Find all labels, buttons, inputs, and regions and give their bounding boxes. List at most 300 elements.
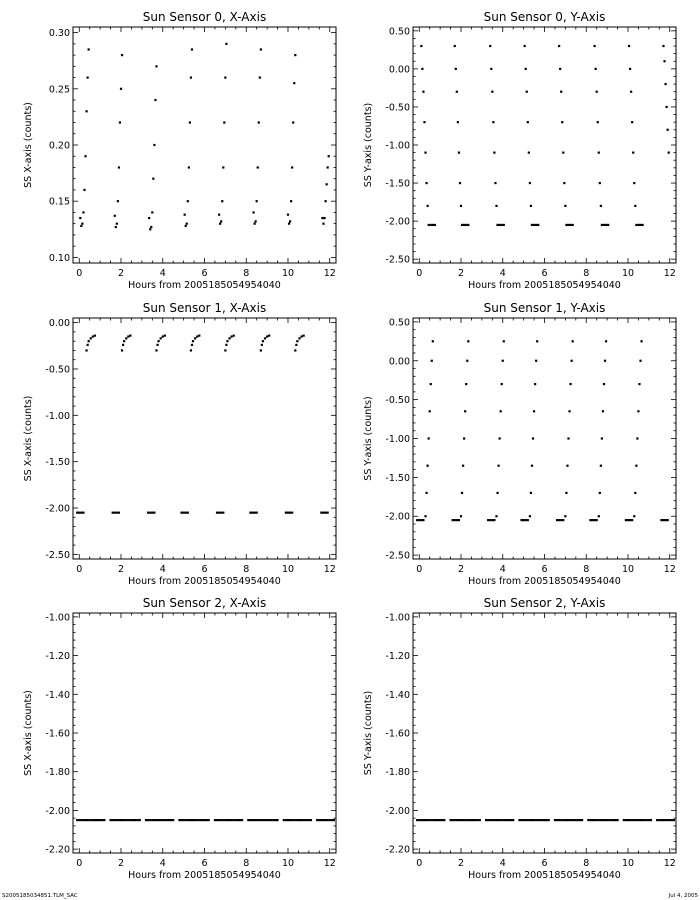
data-point bbox=[92, 335, 94, 337]
data-point bbox=[572, 224, 574, 226]
data-point bbox=[130, 819, 132, 821]
x-tick-label: 8 bbox=[243, 268, 250, 279]
data-point bbox=[485, 819, 487, 821]
data-point bbox=[180, 512, 182, 514]
data-point bbox=[575, 819, 577, 821]
data-point bbox=[497, 465, 499, 467]
data-point bbox=[612, 819, 614, 821]
x-tick-label: 0 bbox=[416, 564, 423, 575]
data-point bbox=[118, 166, 120, 168]
data-point bbox=[422, 91, 424, 93]
data-point bbox=[237, 819, 239, 821]
data-point bbox=[564, 515, 566, 517]
data-point bbox=[153, 819, 155, 821]
data-point bbox=[83, 189, 85, 191]
plot-frame bbox=[413, 27, 676, 263]
data-point bbox=[560, 91, 562, 93]
y-tick-label: -2.20 bbox=[385, 844, 410, 856]
data-point bbox=[591, 519, 593, 521]
data-point bbox=[608, 819, 610, 821]
data-point bbox=[288, 223, 290, 225]
data-point bbox=[114, 819, 116, 821]
data-point bbox=[663, 60, 665, 62]
data-point bbox=[545, 819, 547, 821]
data-point bbox=[633, 515, 635, 517]
data-point bbox=[197, 819, 199, 821]
data-point bbox=[260, 819, 262, 821]
data-point bbox=[185, 819, 187, 821]
data-point bbox=[458, 819, 460, 821]
data-point bbox=[328, 155, 330, 157]
data-point bbox=[535, 819, 537, 821]
data-point bbox=[479, 819, 481, 821]
data-point bbox=[256, 512, 258, 514]
data-point bbox=[569, 383, 571, 385]
data-point bbox=[208, 819, 210, 821]
data-point bbox=[462, 465, 464, 467]
data-point bbox=[85, 349, 87, 351]
data-point bbox=[496, 224, 498, 226]
data-point bbox=[119, 121, 121, 123]
data-point bbox=[255, 220, 257, 222]
data-point bbox=[421, 68, 423, 70]
data-point bbox=[114, 512, 116, 514]
x-tick-label: 8 bbox=[243, 564, 250, 575]
data-point bbox=[563, 182, 565, 184]
data-point bbox=[155, 349, 157, 351]
data-point bbox=[228, 819, 230, 821]
data-point bbox=[224, 349, 226, 351]
chart-panels bbox=[23, 10, 676, 881]
x-tick-label: 12 bbox=[323, 858, 336, 869]
data-point bbox=[420, 519, 422, 521]
data-point bbox=[326, 183, 328, 185]
data-point bbox=[490, 68, 492, 70]
data-point bbox=[157, 340, 159, 342]
data-point bbox=[205, 819, 207, 821]
data-point bbox=[427, 819, 429, 821]
data-point bbox=[587, 819, 589, 821]
data-point bbox=[504, 819, 506, 821]
data-point bbox=[496, 492, 498, 494]
x-axis-label: Hours from 2005185054954040 bbox=[468, 280, 621, 291]
data-point bbox=[218, 512, 220, 514]
data-point bbox=[266, 819, 268, 821]
data-point bbox=[190, 349, 192, 351]
data-point bbox=[456, 91, 458, 93]
data-point bbox=[635, 465, 637, 467]
data-point bbox=[668, 152, 670, 154]
data-point bbox=[168, 819, 170, 821]
data-point bbox=[642, 224, 644, 226]
data-point bbox=[604, 819, 606, 821]
data-point bbox=[321, 217, 323, 219]
data-point bbox=[324, 200, 326, 202]
data-point bbox=[601, 224, 603, 226]
data-point bbox=[87, 344, 89, 346]
data-point bbox=[461, 492, 463, 494]
data-point bbox=[82, 819, 84, 821]
data-point bbox=[491, 819, 493, 821]
data-point bbox=[285, 819, 287, 821]
data-point bbox=[272, 819, 274, 821]
data-point bbox=[287, 819, 289, 821]
data-point bbox=[465, 383, 467, 385]
data-point bbox=[126, 819, 128, 821]
data-point bbox=[94, 335, 96, 337]
data-point bbox=[145, 819, 147, 821]
data-point bbox=[441, 819, 443, 821]
data-point bbox=[320, 819, 322, 821]
data-point bbox=[596, 519, 598, 521]
data-point bbox=[589, 519, 591, 521]
x-tick-label: 12 bbox=[663, 564, 676, 575]
data-point bbox=[249, 512, 251, 514]
data-point bbox=[185, 225, 187, 227]
x-tick-label: 4 bbox=[499, 268, 506, 279]
data-point bbox=[637, 224, 639, 226]
data-point bbox=[184, 214, 186, 216]
data-point bbox=[122, 819, 124, 821]
data-point bbox=[258, 819, 260, 821]
x-tick-label: 10 bbox=[281, 268, 295, 279]
data-point bbox=[467, 224, 469, 226]
data-point bbox=[571, 819, 573, 821]
data-point bbox=[80, 819, 82, 821]
data-point bbox=[91, 819, 93, 821]
data-point bbox=[259, 76, 261, 78]
data-point bbox=[198, 335, 200, 337]
data-point bbox=[162, 819, 164, 821]
x-axis-label: Hours from 2005185054954040 bbox=[128, 280, 281, 291]
chart-panel-3 bbox=[363, 301, 676, 587]
data-point bbox=[193, 819, 195, 821]
data-point bbox=[333, 819, 335, 821]
data-point bbox=[117, 200, 119, 202]
data-point bbox=[264, 337, 266, 339]
data-point bbox=[294, 54, 296, 56]
data-point bbox=[601, 437, 603, 439]
data-point bbox=[428, 224, 430, 226]
data-point bbox=[90, 337, 92, 339]
data-point bbox=[452, 519, 454, 521]
data-point bbox=[460, 205, 462, 207]
y-tick-label: -2.00 bbox=[385, 805, 410, 817]
data-point bbox=[89, 819, 91, 821]
y-axis-label: SS Y-axis (counts) bbox=[363, 102, 374, 188]
data-point bbox=[648, 819, 650, 821]
data-point bbox=[629, 68, 631, 70]
data-point bbox=[477, 819, 479, 821]
data-point bbox=[637, 410, 639, 412]
data-point bbox=[322, 819, 324, 821]
data-point bbox=[88, 340, 90, 342]
data-point bbox=[191, 48, 193, 50]
data-point bbox=[187, 819, 189, 821]
data-point bbox=[605, 224, 607, 226]
x-tick-label: 8 bbox=[583, 268, 590, 279]
data-point bbox=[320, 512, 322, 514]
data-point bbox=[424, 515, 426, 517]
data-point bbox=[533, 224, 535, 226]
data-point bbox=[631, 819, 633, 821]
data-point bbox=[562, 519, 564, 521]
data-point bbox=[420, 45, 422, 47]
data-point bbox=[287, 512, 289, 514]
data-point bbox=[443, 819, 445, 821]
y-tick-label: -1.80 bbox=[385, 767, 410, 779]
data-point bbox=[222, 166, 224, 168]
y-tick-label: -0.50 bbox=[385, 395, 410, 407]
y-tick-label: -0.50 bbox=[45, 364, 70, 376]
data-point bbox=[640, 340, 642, 342]
data-point bbox=[567, 224, 569, 226]
data-point bbox=[147, 512, 149, 514]
data-point bbox=[600, 465, 602, 467]
data-point bbox=[124, 819, 126, 821]
x-tick-label: 6 bbox=[201, 564, 208, 575]
data-point bbox=[323, 217, 325, 219]
data-point bbox=[564, 205, 566, 207]
data-point bbox=[556, 819, 558, 821]
x-tick-label: 4 bbox=[499, 564, 506, 575]
x-tick-label: 6 bbox=[541, 858, 548, 869]
data-point bbox=[324, 819, 326, 821]
x-tick-label: 2 bbox=[117, 268, 125, 279]
data-point bbox=[253, 512, 255, 514]
data-point bbox=[564, 819, 566, 821]
data-point bbox=[558, 819, 560, 821]
data-point bbox=[600, 819, 602, 821]
x-tick-label: 12 bbox=[323, 564, 336, 575]
x-tick-label: 10 bbox=[281, 858, 295, 869]
data-point bbox=[222, 819, 224, 821]
data-point bbox=[494, 182, 496, 184]
data-point bbox=[97, 819, 99, 821]
data-point bbox=[561, 121, 563, 123]
data-point bbox=[139, 819, 141, 821]
data-point bbox=[525, 68, 527, 70]
y-tick-label: -2.00 bbox=[385, 216, 410, 228]
data-point bbox=[554, 819, 556, 821]
data-point bbox=[137, 819, 139, 821]
data-point bbox=[664, 83, 666, 85]
chart-title: Sun Sensor 0, X-Axis bbox=[142, 10, 267, 24]
data-point bbox=[631, 519, 633, 521]
data-point bbox=[631, 121, 633, 123]
data-point bbox=[431, 360, 433, 362]
data-point bbox=[76, 512, 78, 514]
data-point bbox=[487, 519, 489, 521]
data-point bbox=[274, 819, 276, 821]
data-point bbox=[418, 819, 420, 821]
data-point bbox=[270, 819, 272, 821]
data-point bbox=[593, 45, 595, 47]
data-point bbox=[76, 819, 78, 821]
data-point bbox=[573, 819, 575, 821]
data-point bbox=[316, 819, 318, 821]
data-point bbox=[460, 515, 462, 517]
data-point bbox=[623, 819, 625, 821]
data-point bbox=[460, 819, 462, 821]
data-point bbox=[416, 819, 418, 821]
data-point bbox=[602, 819, 604, 821]
data-point bbox=[149, 819, 151, 821]
data-point bbox=[331, 819, 333, 821]
footer-date: Jul 4, 2005 bbox=[668, 893, 698, 899]
data-point bbox=[157, 819, 159, 821]
x-tick-label: 12 bbox=[323, 268, 336, 279]
data-point bbox=[603, 224, 605, 226]
data-point bbox=[123, 340, 125, 342]
data-point bbox=[241, 819, 243, 821]
data-point bbox=[220, 819, 222, 821]
y-tick-label: 0.25 bbox=[48, 84, 70, 96]
data-point bbox=[153, 512, 155, 514]
data-point bbox=[568, 410, 570, 412]
data-point bbox=[439, 819, 441, 821]
data-point bbox=[433, 819, 435, 821]
data-point bbox=[646, 819, 648, 821]
data-point bbox=[510, 819, 512, 821]
data-point bbox=[501, 224, 503, 226]
data-point bbox=[289, 220, 291, 222]
data-point bbox=[599, 492, 601, 494]
data-point bbox=[199, 819, 201, 821]
chart-panel-5 bbox=[363, 596, 676, 881]
data-point bbox=[599, 182, 601, 184]
data-point bbox=[449, 819, 451, 821]
y-tick-label: -2.00 bbox=[45, 503, 70, 515]
data-point bbox=[226, 340, 228, 342]
data-point bbox=[465, 224, 467, 226]
data-point bbox=[633, 182, 635, 184]
data-point bbox=[322, 223, 324, 225]
data-point bbox=[285, 512, 287, 514]
data-point bbox=[231, 819, 233, 821]
data-point bbox=[160, 819, 162, 821]
data-point bbox=[287, 214, 289, 216]
data-point bbox=[220, 512, 222, 514]
data-point bbox=[660, 519, 662, 521]
x-axis-label: Hours from 2005185054954040 bbox=[468, 576, 621, 587]
y-tick-label: 0.00 bbox=[388, 356, 410, 368]
data-point bbox=[567, 437, 569, 439]
data-point bbox=[256, 200, 258, 202]
data-point bbox=[458, 519, 460, 521]
data-point bbox=[454, 519, 456, 521]
data-point bbox=[423, 121, 425, 123]
data-point bbox=[500, 819, 502, 821]
data-point bbox=[216, 512, 218, 514]
data-point bbox=[149, 512, 151, 514]
data-point bbox=[294, 349, 296, 351]
data-point bbox=[467, 340, 469, 342]
data-point bbox=[425, 492, 427, 494]
data-point bbox=[525, 819, 527, 821]
data-point bbox=[172, 819, 174, 821]
y-tick-label: -1.00 bbox=[45, 410, 70, 422]
data-point bbox=[595, 68, 597, 70]
data-point bbox=[81, 223, 83, 225]
x-tick-label: 10 bbox=[621, 268, 635, 279]
x-tick-label: 0 bbox=[416, 268, 423, 279]
data-point bbox=[310, 819, 312, 821]
data-point bbox=[296, 340, 298, 342]
data-point bbox=[318, 819, 320, 821]
data-point bbox=[602, 410, 604, 412]
data-point bbox=[147, 819, 149, 821]
data-point bbox=[638, 383, 640, 385]
data-point bbox=[454, 45, 456, 47]
data-point bbox=[489, 819, 491, 821]
data-point bbox=[662, 819, 664, 821]
data-point bbox=[150, 226, 152, 228]
data-point bbox=[607, 224, 609, 226]
x-tick-label: 4 bbox=[159, 564, 166, 575]
data-point bbox=[190, 76, 192, 78]
y-tick-label: -2.50 bbox=[385, 254, 410, 266]
data-point bbox=[260, 48, 262, 50]
data-point bbox=[520, 819, 522, 821]
data-point bbox=[162, 335, 164, 337]
y-tick-label: 0.30 bbox=[48, 28, 70, 40]
y-tick-label: -1.00 bbox=[385, 140, 410, 152]
x-tick-label: 2 bbox=[117, 564, 125, 575]
data-point bbox=[463, 437, 465, 439]
data-point bbox=[470, 819, 472, 821]
chart-panel-0 bbox=[23, 10, 336, 291]
data-point bbox=[429, 819, 431, 821]
data-point bbox=[535, 360, 537, 362]
data-point bbox=[558, 45, 560, 47]
data-point bbox=[303, 335, 305, 337]
data-point bbox=[533, 410, 535, 412]
data-point bbox=[523, 519, 525, 521]
data-point bbox=[429, 410, 431, 412]
y-tick-label: -1.20 bbox=[385, 651, 410, 663]
data-point bbox=[289, 819, 291, 821]
data-point bbox=[591, 819, 593, 821]
data-point bbox=[191, 819, 193, 821]
data-point bbox=[224, 76, 226, 78]
data-point bbox=[666, 106, 668, 108]
data-point bbox=[669, 819, 671, 821]
data-point bbox=[530, 205, 532, 207]
data-point bbox=[501, 383, 503, 385]
data-point bbox=[196, 335, 198, 337]
data-point bbox=[103, 819, 105, 821]
y-tick-label: -2.50 bbox=[385, 550, 410, 562]
data-point bbox=[299, 819, 301, 821]
data-point bbox=[233, 819, 235, 821]
data-point bbox=[639, 224, 641, 226]
data-point bbox=[95, 819, 97, 821]
data-point bbox=[424, 819, 426, 821]
x-tick-label: 10 bbox=[281, 564, 295, 575]
data-point bbox=[664, 819, 666, 821]
data-point bbox=[667, 129, 669, 131]
x-tick-label: 10 bbox=[621, 858, 635, 869]
data-point bbox=[456, 819, 458, 821]
data-point bbox=[495, 515, 497, 517]
data-point bbox=[497, 819, 499, 821]
x-tick-label: 4 bbox=[159, 268, 166, 279]
plot-frame bbox=[73, 318, 336, 559]
data-point bbox=[606, 819, 608, 821]
data-point bbox=[489, 45, 491, 47]
data-point bbox=[489, 519, 491, 521]
